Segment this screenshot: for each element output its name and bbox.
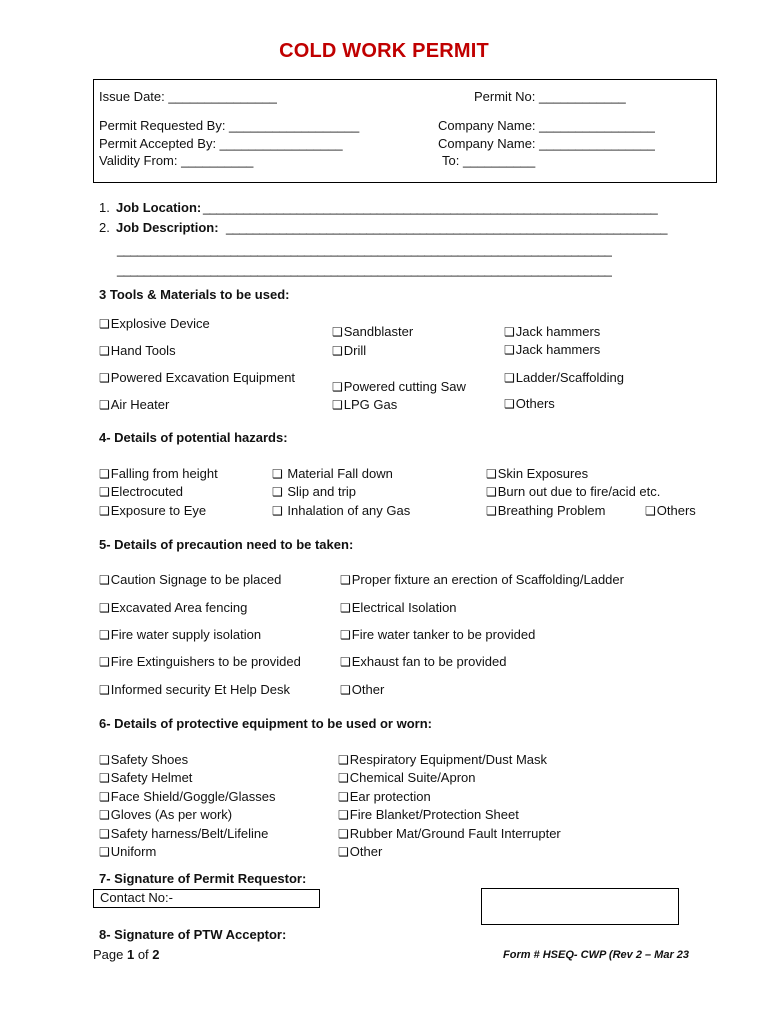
- hazard-checkbox-skin-exposures[interactable]: ❑ Skin Exposures: [486, 466, 588, 481]
- hazard-checkbox-others[interactable]: ❑ Others: [645, 503, 696, 518]
- ppe-checkbox-gloves[interactable]: ❑ Gloves (As per work): [99, 807, 232, 822]
- job-location-number: 1.: [99, 200, 110, 215]
- tool-checkbox-drill[interactable]: ❑ Drill: [332, 343, 366, 358]
- tool-checkbox-powered-cutting-saw[interactable]: ❑ Powered cutting Saw: [332, 379, 466, 394]
- tool-checkbox-lpg-gas[interactable]: ❑ LPG Gas: [332, 397, 397, 412]
- tool-checkbox-jack-hammers[interactable]: ❑ Jack hammers: [504, 324, 600, 339]
- tool-checkbox-others[interactable]: ❑ Others: [504, 396, 555, 411]
- tool-checkbox-sandblaster[interactable]: ❑ Sandblaster: [332, 324, 413, 339]
- precaution-checkbox-caution-signage[interactable]: ❑ Caution Signage to be placed: [99, 572, 281, 587]
- ppe-checkbox-ear-protection[interactable]: ❑ Ear protection: [338, 789, 431, 804]
- acceptor-signature-heading: 8- Signature of PTW Acceptor:: [99, 927, 287, 942]
- contact-no-label: Contact No:-: [100, 890, 173, 905]
- tool-checkbox-air-heater[interactable]: ❑ Air Heater: [99, 397, 169, 412]
- precaution-checkbox-fire-water-tanker[interactable]: ❑ Fire water tanker to be provided: [340, 627, 535, 642]
- precautions-heading: 5- Details of precaution need to be taken:: [99, 537, 354, 552]
- ppe-checkbox-other[interactable]: ❑ Other: [338, 844, 382, 859]
- validity-from-field[interactable]: Validity From: __________: [99, 153, 254, 168]
- precaution-checkbox-fire-extinguishers[interactable]: ❑ Fire Extinguishers to be provided: [99, 654, 301, 669]
- page-number: [93, 947, 160, 962]
- hazard-checkbox-electrocuted[interactable]: ❑ Electrocuted: [99, 484, 183, 499]
- precaution-checkbox-other[interactable]: ❑ Other: [340, 682, 384, 697]
- form-code: Form # HSEQ- CWP (Rev 2 – Mar 23: [503, 949, 690, 961]
- precaution-checkbox-informed-security[interactable]: ❑ Informed security Et Help Desk: [99, 682, 290, 697]
- hazard-checkbox-burn-out[interactable]: ❑ Burn out due to fire/acid etc.: [486, 484, 660, 499]
- page-current: 1: [126, 947, 135, 962]
- tool-checkbox-jack-hammers-2[interactable]: ❑ Jack hammers: [504, 342, 600, 357]
- accepted-by-field[interactable]: Permit Accepted By: _________________: [99, 136, 343, 151]
- page-title: COLD WORK PERMIT: [279, 40, 489, 62]
- precaution-checkbox-scaffolding[interactable]: ❑ Proper fixture an erection of Scaffolding/Ladder: [340, 572, 624, 587]
- job-description-label: Job Description:: [116, 220, 219, 235]
- ppe-checkbox-respiratory[interactable]: ❑ Respiratory Equipment/Dust Mask: [338, 752, 547, 767]
- requested-by-field[interactable]: Permit Requested By: __________________: [99, 118, 360, 133]
- page-total: 2: [152, 947, 160, 962]
- tools-heading: 3 Tools & Materials to be used:: [99, 287, 290, 302]
- tool-checkbox-explosive-device[interactable]: ❑ Explosive Device: [99, 316, 210, 331]
- job-location-line[interactable]: ____________________________________________________________________: [203, 200, 658, 215]
- page-mid: of: [134, 947, 153, 962]
- precaution-checkbox-area-fencing[interactable]: ❑ Excavated Area fencing: [99, 600, 247, 615]
- ppe-checkbox-safety-helmet[interactable]: ❑ Safety Helmet: [99, 770, 192, 785]
- company-name-field-2[interactable]: Company Name: ________________: [438, 136, 655, 151]
- hazards-heading: 4- Details of potential hazards:: [99, 430, 288, 445]
- hazard-checkbox-falling[interactable]: ❑ Falling from height: [99, 466, 218, 481]
- tool-checkbox-hand-tools[interactable]: ❑ Hand Tools: [99, 343, 176, 358]
- page-prefix: Page: [93, 947, 127, 962]
- validity-to-field[interactable]: To: __________: [442, 153, 536, 168]
- precaution-checkbox-electrical-isolation[interactable]: ❑ Electrical Isolation: [340, 600, 457, 615]
- ppe-checkbox-safety-harness[interactable]: ❑ Safety harness/Belt/Lifeline: [99, 826, 268, 841]
- requestor-signature-heading: 7- Signature of Permit Requestor:: [99, 871, 307, 886]
- job-description-line-1[interactable]: __________________________________________________________________: [226, 220, 667, 235]
- hazard-checkbox-slip-trip[interactable]: ❑ Slip and trip: [272, 484, 356, 499]
- hazard-checkbox-exposure-eye[interactable]: ❑ Exposure to Eye: [99, 503, 206, 518]
- tool-checkbox-powered-excavation[interactable]: ❑ Powered Excavation Equipment: [99, 370, 295, 385]
- job-location-label: Job Location:: [116, 200, 202, 215]
- ppe-checkbox-chemical-suite[interactable]: ❑ Chemical Suite/Apron: [338, 770, 476, 785]
- ppe-checkbox-fire-blanket[interactable]: ❑ Fire Blanket/Protection Sheet: [338, 807, 519, 822]
- ppe-heading: 6- Details of protective equipment to be used or worn:: [99, 716, 432, 731]
- company-name-field-1[interactable]: Company Name: ________________: [438, 118, 655, 133]
- job-description-line-2[interactable]: __________________________________________________________________________: [117, 242, 612, 257]
- hazard-checkbox-material-fall[interactable]: ❑ Material Fall down: [272, 466, 393, 481]
- signature-box[interactable]: [481, 888, 679, 925]
- ppe-checkbox-uniform[interactable]: ❑ Uniform: [99, 844, 156, 859]
- permit-no-field[interactable]: Permit No: ____________: [474, 89, 626, 104]
- issue-date-field[interactable]: Issue Date: _______________: [99, 89, 277, 104]
- precaution-checkbox-exhaust-fan[interactable]: ❑ Exhaust fan to be provided: [340, 654, 506, 669]
- hazard-checkbox-inhalation-gas[interactable]: ❑ Inhalation of any Gas: [272, 503, 410, 518]
- tool-checkbox-ladder-scaffolding[interactable]: ❑ Ladder/Scaffolding: [504, 370, 624, 385]
- ppe-checkbox-rubber-mat[interactable]: ❑ Rubber Mat/Ground Fault Interrupter: [338, 826, 561, 841]
- hazard-checkbox-breathing[interactable]: ❑ Breathing Problem: [486, 503, 605, 518]
- ppe-checkbox-face-shield[interactable]: ❑ Face Shield/Goggle/Glasses: [99, 789, 276, 804]
- precaution-checkbox-fire-water-isolation[interactable]: ❑ Fire water supply isolation: [99, 627, 261, 642]
- ppe-checkbox-safety-shoes[interactable]: ❑ Safety Shoes: [99, 752, 188, 767]
- job-description-number: 2.: [99, 220, 110, 235]
- job-description-line-3[interactable]: __________________________________________________________________________: [117, 262, 612, 277]
